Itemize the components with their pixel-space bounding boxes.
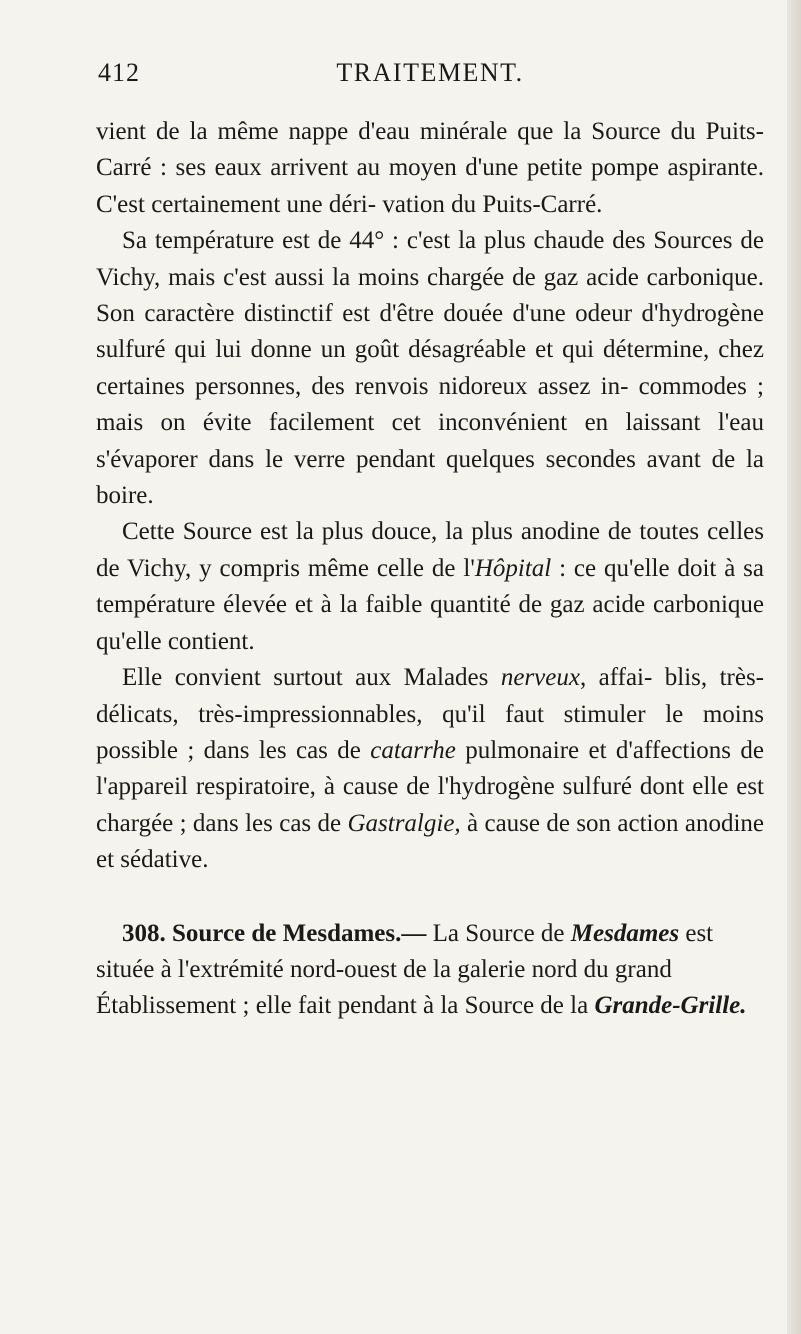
running-title: TRAITEMENT. xyxy=(336,58,524,87)
term-catarrhe: catarrhe xyxy=(370,736,456,764)
term-gastralgie: Gastralgie, xyxy=(347,809,461,837)
paragraph-temperature: Sa température est de 44° : c'est la plus chaude des Sources de Vichy, mais c'est aussi la moins chargée de gaz acide carbonique. Son caractère distinctif est d'être douée d'une odeur d'hydrogène sulfuré qui lui donne un goût désagréable et qui détermine, chez certaines personnes, des renvois nidoreux assez in- commodes ; mais on évite facilement cet inconvénient en laissant l'eau s'évaporer dans le verre pendant quelques secondes avant de la boire. xyxy=(96,227,764,510)
p4-text-c: pulmonaire et d'affections de l'appareil respiratoire, à cause de l'hydrogène sulfuré dont elle est chargée ; dans les cas de xyxy=(96,736,764,837)
section-heading: 308. Source de Mesdames.— xyxy=(122,919,427,947)
book-page xyxy=(96,58,764,1025)
p4-text-a: Elle convient surtout aux Malades xyxy=(122,664,501,692)
paragraph-continuation: vient de la même nappe d'eau minérale que la Source du Puits-Carré : ses eaux arrivent au moyen d'une petite pompe aspirante. C'est certainement une déri- vation du Puits-Carré. xyxy=(96,118,764,218)
term-grande-grille: Grande-Grille. xyxy=(594,992,747,1020)
page-number: 412 xyxy=(98,58,140,87)
p5-text-a: La Source de xyxy=(426,919,571,947)
p3-text-a: Cette Source est la plus douce, la plus anodine de toutes celles de Vichy, y compris même celle de l' xyxy=(96,518,764,582)
p4-text-b: , affai- blis, très-délicats, très-impressionnables, qu'il faut stimuler le moins possible ; dans les cas de xyxy=(96,664,764,764)
p5-text-b: est située à l'extrémité nord-ouest de la galerie nord du grand Établissement ; elle fait pendant à la Source de la xyxy=(96,919,714,1020)
paragraph-indications xyxy=(96,660,764,878)
page-edge-shadow xyxy=(787,0,801,1334)
running-head xyxy=(96,58,764,94)
term-hopital: Hôpital xyxy=(474,554,552,582)
paragraph-douce xyxy=(96,514,764,660)
p3-text-b: : ce qu'elle doit à sa température élevée et à la faible quantité de gaz acide carbonique qu'elle contient. xyxy=(96,554,765,655)
p4-text-d: à cause de son action anodine et sédative. xyxy=(96,809,764,874)
term-nerveux: nerveux xyxy=(500,664,580,692)
section-308 xyxy=(96,916,764,1025)
term-mesdames: Mesdames xyxy=(570,919,680,947)
body-text xyxy=(96,114,764,1025)
